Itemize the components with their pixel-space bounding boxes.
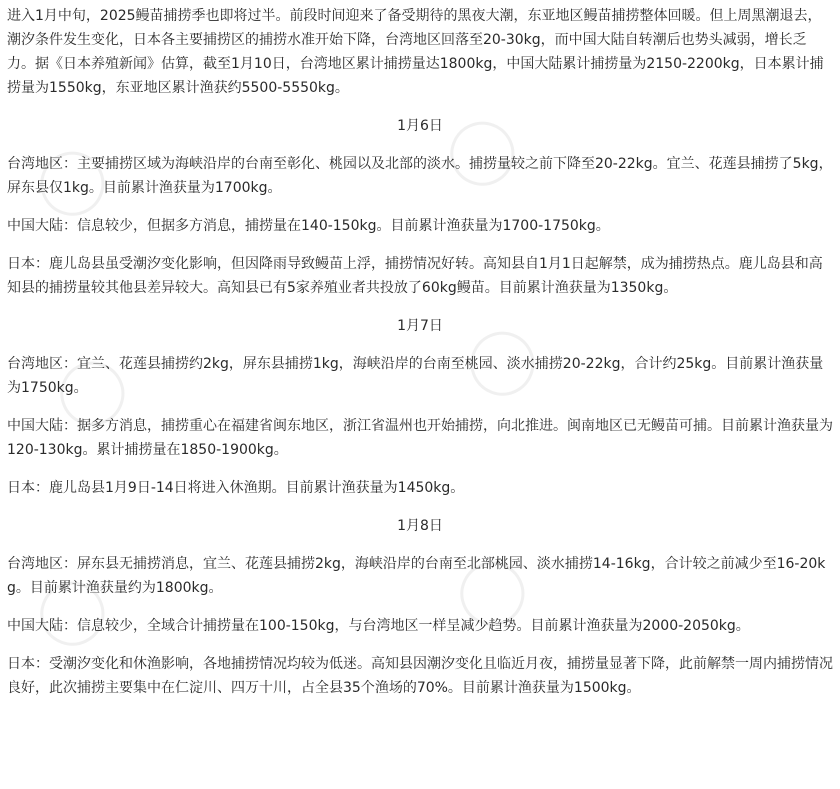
japan-paragraph: 日本：鹿儿岛县虽受潮汐变化影响，但因降雨导致鳗苗上浮，捕捞情况好转。高知县自1月1日起解禁，成为捕捞热点。鹿儿岛县和高知县的捕捞量较其他县差异较大。高知县已有5家养殖业者共投放了60kg鳗苗。目前累计渔获量为1350kg。 [7, 256, 823, 296]
mainland-paragraph: 中国大陆：信息较少，但据多方消息，捕捞量在140-150kg。目前累计渔获量为1700-1750kg。 [7, 218, 610, 234]
taiwan-paragraph: 台湾地区：宜兰、花莲县捕捞约2kg，屏东县捕捞1kg，海峡沿岸的台南至桃园、淡水捕捞20-22kg，合计约25kg。目前累计渔获量为1750kg。 [7, 356, 824, 396]
section-date: 1月8日 [397, 518, 443, 534]
taiwan-paragraph: 台湾地区：屏东县无捕捞消息，宜兰、花莲县捕捞2kg，海峡沿岸的台南至北部桃园、淡水捕捞14-16kg，合计较之前减少至16-20kg。目前累计渔获量约为1800kg。 [7, 556, 826, 596]
intro-paragraph: 进入1月中旬，2025鳗苗捕捞季也即将过半。前段时间迎来了备受期待的黑夜大潮，东亚地区鳗苗捕捞整体回暖。但上周黑潮退去，潮汐条件发生变化，日本各主要捕捞区的捕捞水准开始下降，台湾地区回落至20-30kg，而中国大陆自转潮后也势头减弱，增长乏力。据《日本养殖新闻》估算，截至1月10日，台湾地区累计捕捞量达1800kg，中国大陆累计捕捞量为2150-2200kg，日本累计捕捞量为1550kg，东亚地区累计渔获约5500-5550kg。 [7, 8, 824, 96]
japan-paragraph: 日本：受潮汐变化和休渔影响，各地捕捞情况均较为低迷。高知县因潮汐变化且临近月夜，捕捞量显著下降，此前解禁一周内捕捞情况良好，此次捕捞主要集中在仁淀川、四万十川，占全县35个渔场的70%。目前累计渔获量为1500kg。 [7, 656, 833, 696]
mainland-paragraph: 中国大陆：据多方消息，捕捞重心在福建省闽东地区，浙江省温州也开始捕捞，向北推进。闽南地区已无鳗苗可捕。目前累计渔获量为120-130kg。累计捕捞量在1850-1900kg。 [7, 418, 833, 458]
article-body [7, 4, 833, 714]
section-date: 1月6日 [397, 118, 443, 134]
mainland-paragraph: 中国大陆：信息较少，全域合计捕捞量在100-150kg，与台湾地区一样呈减少趋势。目前累计渔获量为2000-2050kg。 [7, 618, 750, 634]
section-date: 1月7日 [397, 318, 443, 334]
taiwan-paragraph: 台湾地区：主要捕捞区域为海峡沿岸的台南至彰化、桃园以及北部的淡水。捕捞量较之前下降至20-22kg。宜兰、花莲县捕捞了5kg，屏东县仅1kg。目前累计渔获量为1700kg。 [7, 156, 833, 196]
japan-paragraph: 日本：鹿儿岛县1月9日-14日将进入休渔期。目前累计渔获量为1450kg。 [7, 480, 465, 496]
